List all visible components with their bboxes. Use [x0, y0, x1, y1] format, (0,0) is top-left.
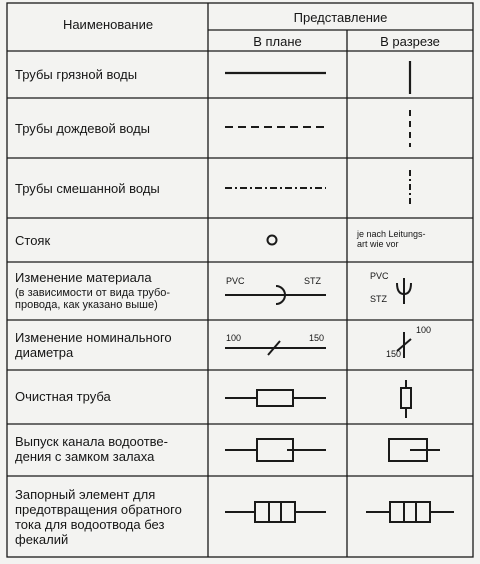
diameter-change-section-symbol: [397, 332, 411, 358]
row-label-mixed-water: Трубы смешанной воды: [15, 181, 160, 196]
row-label-rain-water: Трубы дождевой воды: [15, 121, 151, 136]
diameter-section-top-label: 100: [416, 325, 432, 335]
row-note-material-change: (в зависимости от вида трубо- провода, как указано выше): [15, 287, 171, 311]
backflow-stop-plan-symbol: [225, 502, 326, 522]
material-plan-left-label: PVC: [226, 276, 245, 286]
diameter-change-plan-symbol: [225, 341, 326, 355]
material-change-section-symbol: [397, 278, 411, 304]
riser-section-note: je nach Leitungs- art wie vor: [357, 229, 426, 249]
material-section-top-label: PVC: [370, 271, 389, 281]
row-label-diameter-change: Изменение номинального диаметра: [15, 330, 172, 360]
row-label-cleanout-pipe: Очистная труба: [15, 389, 111, 404]
material-change-plan-symbol: [225, 286, 326, 304]
header-representation: Представление: [293, 10, 388, 25]
diameter-plan-right-label: 150: [309, 333, 325, 343]
backflow-stop-section-symbol: [366, 502, 454, 522]
material-plan-right-label: STZ: [304, 276, 321, 286]
drain-outlet-plan-symbol: [225, 439, 326, 461]
row-label-riser: Стояк: [15, 233, 51, 248]
riser-plan-symbol: [268, 236, 277, 245]
header-name: Наименование: [62, 17, 154, 32]
row-label-backflow-stop: Запорный элемент для предотвращения обратного тока для водоотвода без фекалий: [15, 487, 182, 547]
drain-outlet-section-symbol: [389, 439, 440, 461]
header-plan: В плане: [253, 34, 302, 49]
material-section-bottom-label: STZ: [370, 294, 387, 304]
cleanout-section-symbol: [401, 380, 411, 418]
cleanout-plan-symbol: [225, 390, 326, 406]
row-label-dirty-water: Трубы грязной воды: [15, 67, 138, 82]
header-section: В разрезе: [380, 34, 440, 49]
row-label-drain-outlet-trap: Выпуск канала водоотве- дения с замком залаха: [15, 434, 168, 464]
row-label-material-change: Изменение материала: [15, 270, 152, 285]
diameter-plan-left-label: 100: [226, 333, 242, 343]
diameter-section-bottom-label: 150: [386, 349, 402, 359]
